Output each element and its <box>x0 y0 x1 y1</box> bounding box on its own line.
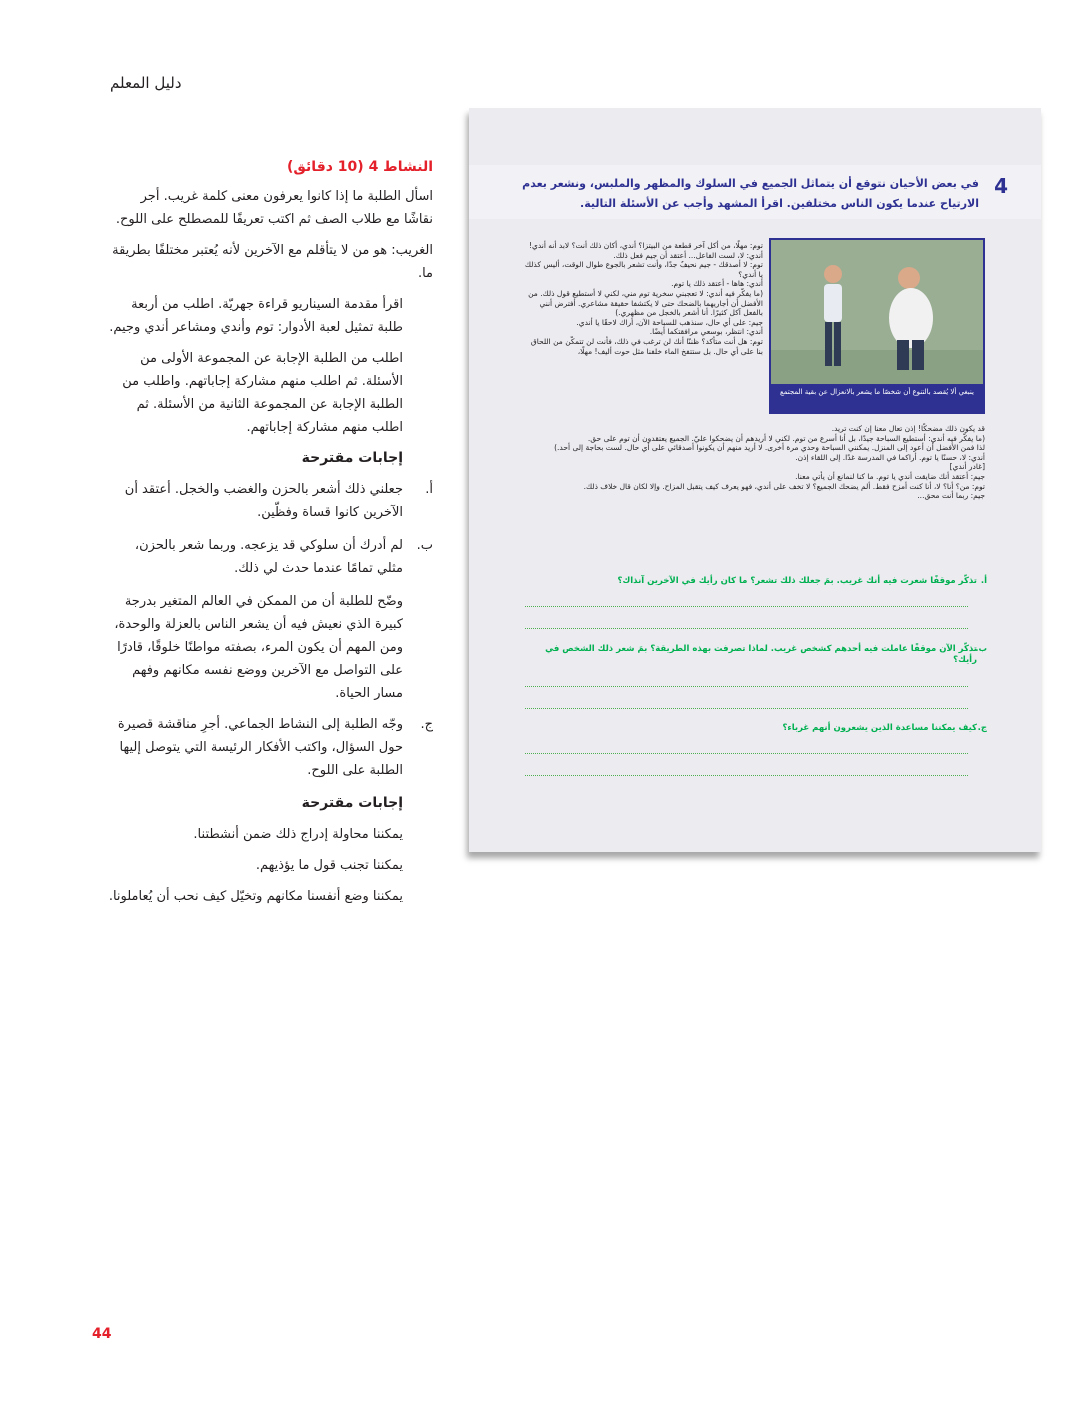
guide-paragraph: وضّح للطلبة أن من الممكن في العالم المتغير بدرجة كبيرة الذي نعيش فيه أن يشعر الناس بالعزلة والوحدة، ومن المهم أن يكون المرء، بصفته مواطنًا خلوقًا، قادرًا على التواصل مع الآخرين ووضع نفسه مكانهم وفهم مسار الحياة. <box>114 594 403 701</box>
dialog-line: جيم: على أي حال، سنذهب للسباحة الآن، أراك لاحقًا يا أندي. <box>576 317 763 327</box>
answer-line[interactable] <box>525 775 968 776</box>
teacher-guide-column <box>108 156 433 916</box>
guide-paragraph: الغريب: هو من لا يتأقلم مع الآخرين لأنه يُعتبر مختلفًا بطريقة ما. <box>112 243 433 281</box>
sub-question-c <box>521 723 987 734</box>
guide-paragraph: اقرأ مقدمة السيناريو قراءة جهريّة. اطلب من أربعة طلبة تمثيل لعبة الأدوار: توم وأندي ومشاعر أندي وجيم. <box>109 297 403 335</box>
list-text: جعلني ذلك أشعر بالحزن والغضب والخجل. أعتقد أن الآخرين كانوا قساة وفظّين. <box>124 482 403 520</box>
answer-line[interactable] <box>525 708 968 709</box>
dialog-block-upper <box>523 241 763 356</box>
dialog-line: جيم: أعتقد أنك ضايقت أندي يا توم. ما كنا لنمانع أن يأتي معنا. <box>795 471 985 481</box>
dialog-line: توم: من؟ أنا؟ لا، أنا كنت أمزح فقط. ألم يضحك الجميع؟ لا تخف على أندي، فهو يعرف كيف يتقبل المزاح. وإلا لكان قال خلاف ذلك. <box>583 481 985 491</box>
suggested-answers-heading: إجابات مقترحة <box>301 795 403 811</box>
list-text: لم أدرك أن سلوكي قد يزعجه. وربما شعر بالحزن، مثلي تمامًا عندما حدث لي ذلك. <box>134 538 403 576</box>
list-text: وجّه الطلبة إلى النشاط الجماعي. أجرِ مناقشة قصيرة حول السؤال، واكتب الأفكار الرئيسة التي يتوصل إليها الطلبة على اللوح. <box>117 717 403 778</box>
dialog-line: (ما يفكّر فيه أندي: أستطيع السباحة جيدًا، بل أنا أسرع من توم. لكني لا أريدهم أن يضحكوا عليّ. الجميع يعتقدون أن توم على حق. <box>587 433 985 443</box>
answer-item-c <box>108 713 433 782</box>
student-book-panel <box>469 108 1041 852</box>
sub-question-b <box>521 644 987 666</box>
suggested-answer: يمكننا محاولة إدراج ذلك ضمن أنشطتنا. <box>193 827 403 842</box>
dialog-line: قد يكون ذلك مضحكًا! إذن تعال معنا إن كنت تريد. <box>831 424 985 433</box>
dialog-line: أندي: لا، حسنًا يا توم. أراكما في المدرسة غدًا. إلى اللقاء إذن. <box>795 452 985 462</box>
sub-question-text: تذكّر موقفًا شعرت فيه أنك غريب. بمَ جعلك ذلك تشعر؟ ما كان رأيك في الآخرين آنذاك؟ <box>617 576 977 586</box>
answer-line[interactable] <box>525 628 968 629</box>
dialog-line: [غادر أندي] <box>949 462 985 472</box>
dialog-block-lower <box>523 424 985 501</box>
dialog-line: لذا فمن الأفضل أن أعود إلى المنزل. يمكنني السباحة وحدي مرة أخرى. لا أريد منهم أن يكونوا أصدقائي على أي حال. لست بحاجة إلى أحد.) <box>554 443 985 453</box>
answer-line[interactable] <box>525 686 968 687</box>
dialog-line: أندي: هاها - أعتقد ذلك يا توم. <box>671 279 763 289</box>
list-marker: ب. <box>416 538 433 553</box>
question-intro: في بعض الأحيان نتوقع أن يتماثل الجميع في السلوك والمظهر والملبس، ونشعر بعدم الارتياح عندما يكون الناس مختلفين. اقرأ المشهد وأجب عن الأسئلة التالية. <box>522 177 979 210</box>
page-header-title: دليل المعلم <box>110 74 182 92</box>
list-marker: أ. <box>425 482 433 497</box>
suggested-answer: يمكننا وضع أنفسنا مكانهم وتخيّل كيف نحب أن يُعاملونا. <box>108 889 403 904</box>
answer-item-b <box>108 534 433 580</box>
photo-caption: ينبغي ألا يُقصد بالتنوع أن شخصًا ما يشعر بالانعزال عن بقية المجتمع <box>771 384 983 412</box>
dialog-line: جيم: ربما أنت محق... <box>917 491 985 501</box>
suggested-answer: يمكننا تجنب قول ما يؤذيهم. <box>255 858 403 873</box>
list-marker: ج. <box>420 717 433 732</box>
guide-paragraph: اطلب من الطلبة الإجابة عن المجموعة الأولى من الأسئلة. ثم اطلب منهم مشاركة إجاباتهم. واطلب من الطلبة الإجابة عن المجموعة الثانية من الأسئلة. ثم اطلب منهم مشاركة إجاباتهم. <box>122 351 403 435</box>
dialog-line: أندي: لا، لست الفاعل... أعتقد أن جيم فعل ذلك. <box>613 250 763 260</box>
answer-line[interactable] <box>525 753 968 754</box>
suggested-answers-heading: إجابات مقترحة <box>301 450 403 466</box>
dialog-line: توم: لا أصدقك - جيم نحيفٌ جدًا، وأنت تشعر بالجوع طوال الوقت، أليس كذلك يا أندي؟ <box>524 260 763 279</box>
sub-question-text: كيف يمكننا مساعدة الذين يشعرون أنهم غرباء؟ <box>782 723 977 733</box>
sub-question-marker: أ. <box>980 576 987 586</box>
answer-item-a <box>108 478 433 524</box>
sub-question-text: تذكّر الآن موقفًا عاملت فيه أحدهم كشخص غريب. لماذا تصرفت بهذه الطريقة؟ بمَ شعر ذلك الشخص في رأيك؟ <box>545 644 977 665</box>
sub-question-marker: ج. <box>977 723 987 733</box>
activity-title: النشاط 4 (10 دقائق) <box>287 159 433 175</box>
dialog-line: توم: هل أنت متأكد؟ ظننّا أنك لن ترغب في ذلك، فأنت لن تتمكّن من اللحاق بنا على أي حال. بل ستتفخ الماء خلفنا مثل حوت أليف! مهلًا، <box>530 336 763 356</box>
dialog-line: توم: مهلًا، من أكل آخر قطعة من البيتزا؟ أندي، أكان ذلك أنت؟ لابد أنه أندي! <box>528 241 763 250</box>
dialog-line: أندي: انتظر، بوسعي مرافقتكما أيضًا. <box>649 327 763 337</box>
sub-question-marker: ب. <box>975 644 987 654</box>
dialog-line: (ما يفكّر فيه أندي: لا تعجبني سخرية توم مني، لكني لا أستطيع قول ذلك. من الأفضل أن أجاريهما بالضحك حتى لا يكتشفا حقيقة مشاعري. أفترض أنني بالفعل آكل كثيرًا. أنا أشعر بالخجل من مظهري.) <box>528 288 763 318</box>
page-number: 44 <box>92 1326 112 1342</box>
scene-photo <box>769 238 985 414</box>
question-number: 4 <box>994 174 1008 198</box>
answer-line[interactable] <box>525 606 968 607</box>
sub-question-a <box>521 576 987 587</box>
guide-paragraph: اسأل الطلبة ما إذا كانوا يعرفون معنى كلمة غريب. أجر نقاشًا مع طلاب الصف ثم اكتب تعريفًا للمصطلح على اللوح. <box>115 189 433 227</box>
